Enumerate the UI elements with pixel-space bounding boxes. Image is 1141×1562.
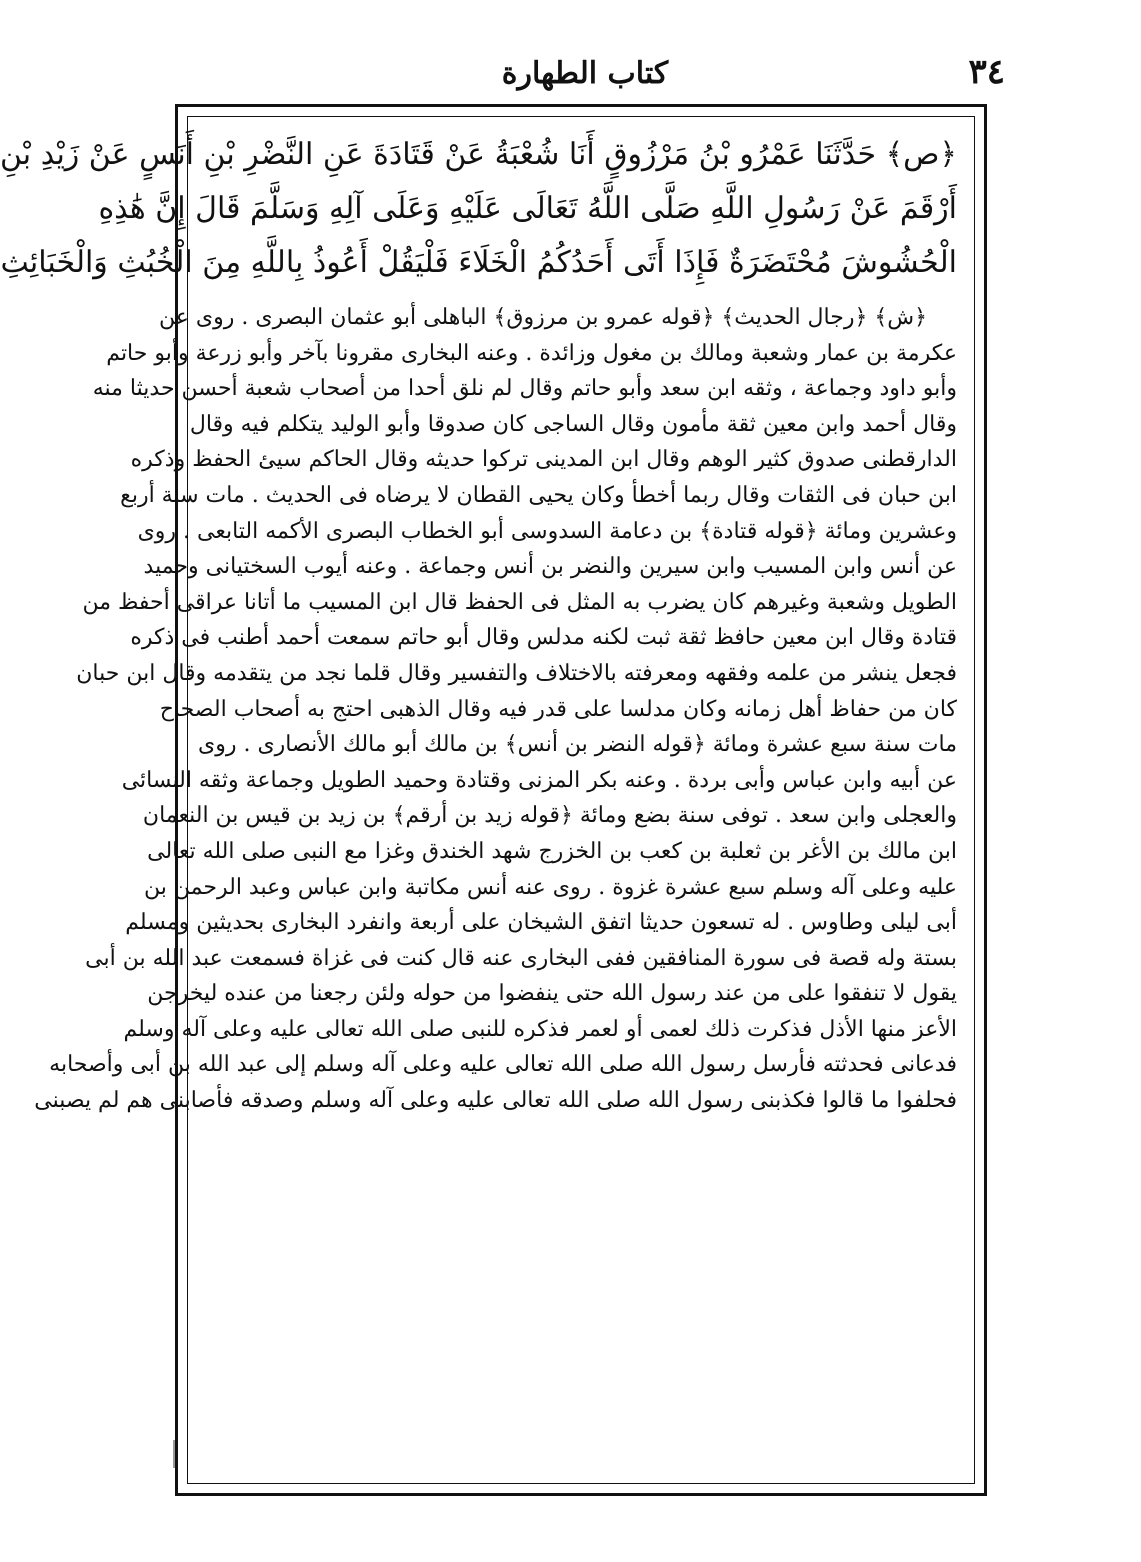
- commentary-line: عكرمة بن عمار وشعبة ومالك بن مغول وزائدة . وعنه البخارى مقرونا بآخر وأبو زرعة وأبو حاتم: [106, 340, 957, 366]
- commentary-line: والعجلى وابن سعد . توفى سنة بضع ومائة ﴿قوله زيد بن أرقم﴾ بن زيد بن قيس بن النعمان: [142, 803, 957, 829]
- commentary-line: عن أبيه وابن عباس وأبى بردة . وعنه بكر المزنى وقتادة وحميد الطويل وجماعة وثقه النسائى: [121, 767, 957, 793]
- text-body: [0, 128, 957, 1119]
- commentary-text: [34, 300, 957, 1119]
- hadith-text: [0, 128, 957, 290]
- commentary-line: يقول لا تنفقوا على من عند رسول الله حتى ينفضوا من حوله ولئن رجعنا من عنده ليخرجن: [147, 981, 957, 1007]
- commentary-line: وعشرين ومائة ﴿قوله قتادة﴾ بن دعامة السدوسى أبو الخطاب البصرى الأكمه التابعى . روى: [137, 518, 957, 544]
- commentary-line: مات سنة سبع عشرة ومائة ﴿قوله النضر بن أنس﴾ بن مالك أبو مالك الأنصارى . روى: [198, 732, 957, 758]
- commentary-line: الدارقطنى صدوق كثير الوهم وقال ابن المدينى تركوا حديثه وقال الحاكم سيئ الحفظ وذكره: [130, 447, 957, 473]
- margin-scan-mark: [173, 1440, 175, 1468]
- commentary-line: أبى ليلى وطاوس . له تسعون حديثا اتفق الشيخان على أربعة وانفرد البخارى بحديثين ومسلم: [125, 910, 957, 936]
- commentary-line: قتادة وقال ابن معين حافظ ثقة ثبت لكنه مدلس وقال أبو حاتم سمعت أحمد أطنب فى ذكره: [130, 625, 957, 651]
- page-number: ٣٤: [968, 52, 1005, 92]
- hadith-line: الْحُشُوشَ مُحْتَضَرَةٌ فَإِذَا أَتَى أَحَدُكُمُ الْخَلَاءَ فَلْيَقُلْ أَعُوذُ بِاللَّهِ مِنَ الْخُبُثِ وَالْخَبَائِثِ: [0, 245, 957, 280]
- hadith-line: أَرْقَمَ عَنْ رَسُولِ اللَّهِ صَلَّى اللَّهُ تَعَالَى عَلَيْهِ وَعَلَى آلِهِ وَسَلَّمَ قَالَ إِنَّ هَٰذِهِ: [98, 191, 957, 226]
- page-header: [175, 52, 1005, 102]
- running-title: كتاب الطهارة: [501, 56, 669, 91]
- commentary-line: عن أنس وابن المسيب وابن سيرين والنضر بن أنس وجماعة . وعنه أيوب السختيانى وحميد: [143, 554, 957, 580]
- commentary-line: عليه وعلى آله وسلم سبع عشرة غزوة . روى عنه أنس مكاتبة وابن عباس وعبد الرحمن بن: [144, 874, 957, 900]
- commentary-line: ﴿ش﴾ ﴿رجال الحديث﴾ ﴿قوله عمرو بن مرزوق﴾ الباهلى أبو عثمان البصرى . روى عن: [159, 305, 927, 330]
- commentary-line: فجعل ينشر من علمه وفقهه ومعرفته بالاختلاف والتفسير وقال قلما نجد من يتقدمه وقال ابن حبان: [76, 660, 957, 686]
- commentary-line: ابن حبان فى الثقات وقال ربما أخطأ وكان يحيى القطان لا يرضاه فى الحديث . مات سنة أربع: [120, 482, 957, 508]
- commentary-line: الطويل وشعبة وغيرهم كان يضرب به المثل فى الحفظ قال ابن المسيب ما أتانا عراقى أحفظ من: [82, 589, 957, 615]
- commentary-line: وأبو داود وجماعة ، وثقه ابن سعد وأبو حاتم وقال لم نلق أحدا من أصحاب شعبة أحسن حديثا منه: [92, 376, 957, 402]
- commentary-line: فحلفوا ما قالوا فكذبنى رسول الله صلى الله تعالى عليه وعلى آله وسلم وصدقه فأصابنى هم لم يصبنى: [34, 1088, 957, 1114]
- commentary-line: الأعز منها الأذل فذكرت ذلك لعمى أو لعمر فذكره للنبى صلى الله تعالى عليه وعلى آله وسلم: [123, 1016, 957, 1042]
- commentary-line: كان من حفاظ أهل زمانه وكان مدلسا على قدر فيه وقال الذهبى احتج به أصحاب الصحاح: [159, 696, 957, 722]
- commentary-line: وقال أحمد وابن معين ثقة مأمون وقال الساجى كان صدوقا وأبو الوليد يتكلم فيه وقال: [189, 411, 957, 437]
- hadith-line: ﴿ص﴾ حَدَّثَنَا عَمْرُو بْنُ مَرْزُوقٍ أَنَا شُعْبَةُ عَنْ قَتَادَةَ عَنِ النَّضْرِ بْنِ أَنَسٍ عَنْ زَيْدِ بْنِ: [0, 137, 957, 172]
- commentary-line: فدعانى فحدثته فأرسل رسول الله صلى الله تعالى عليه وعلى آله وسلم إلى عبد الله بن أبى وأصحابه: [49, 1052, 957, 1078]
- commentary-line: بستة وله قصة فى سورة المنافقين ففى البخارى عنه قال كنت فى غزاة فسمعت عبد الله بن أبى: [85, 945, 957, 971]
- commentary-line: ابن مالك بن الأغر بن ثعلبة بن كعب بن الخزرج شهد الخندق وغزا مع النبى صلى الله تعالى: [147, 838, 957, 864]
